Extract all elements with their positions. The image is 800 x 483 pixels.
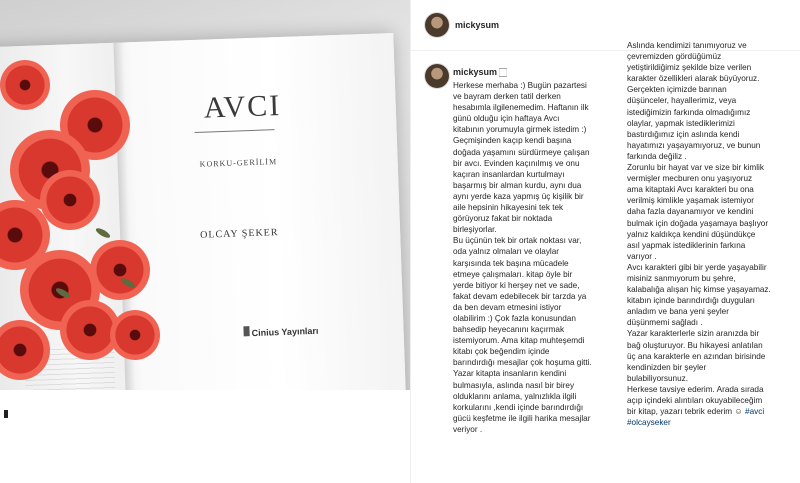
hashtag-olcayseker[interactable]: #olcayseker [627,418,671,428]
emoji-mark: 🏻 [499,68,508,77]
book-title-rule [195,129,275,133]
red-flower [40,170,100,230]
red-flower [110,310,160,360]
caption-text-part2 [627,40,797,428]
post-photo[interactable] [0,0,410,390]
cursor-mark [4,410,8,418]
caption-text-part1: Herkese merhaba :) Bugün pazartesi ve bayram derken tatil derken hesabımla ilgilenemedim. Haftanın ilk günü olduğu için haftaya Avcı kitabının yorumuyla girmek istedim :) Geçmişinden kaçıp kendi başına doğada yaşamını sürdürmeye çalışan bir avcı. Evinden kaçınılmış ve onu kaçıran insanlardan kurtulmayı başarmış bir alman kurdu, aynı dua aynı yerde kaza yapmış üç kişilik bir aile hepsinin hikayesini tek tek görüyoruz fakat bir noktada birleşiyorlar. Bu üçünün tek bir ortak noktası var, oda yalnız olmaları ve olaylar karşısında tek başına mücadele etmeye çalışmaları. kitap öyle bir yerde bitiyor ki herşey net ve sade, fakat devam edebilecek bir tarzda ya da ben devam etmesini istiyor olabilirim :) Çok fazla konusundan bahsedip heyecanını kaçırmak istemiyorum. Ama kitap muhteşemdi kitabı çok beğendim içinde barındırdığı mesajlar çok hoşuma gitti. Yazar kitapta insanların kendini bulmasıyla, aslında nasıl bir birey olduklarını anlama, yalnızlıkla ilgili korkularını ,kendi içinde barındırdığı gücü keşfetme ile ilgili harika mesajlar veriyor . [453,81,592,434]
book-genre: KORKU-GERİLİM [199,157,278,169]
hashtag-avci[interactable]: #avci [745,407,765,417]
publisher-logo-icon [243,326,249,336]
header-avatar[interactable] [425,13,449,37]
caption-username-row [453,67,507,78]
book-title: AVCI [203,88,282,125]
panel-divider [410,0,411,483]
caption-text-part2-body: Aslında kendimizi tanımıyoruz ve çevremizden gördüğümüz yetiştirildiğimiz şekilde bize verilen karakter özellikleri alarak büyüyoruz. Gerçekten içimizde barınan düşünceler, hayallerimiz, veya istediğimizin farkında olmadığımız olaylar, yapmak istediklerimizi bastırdığımız için aslında kendi hayatımızı yaşayamıyoruz, ve bunun farkında değiliz . Zorunlu bir hayat var ve size bir kimlik vermişler mecburen onu yaşıyoruz ama kitaptaki Avcı karakteri bu ona verilmiş kimlikle yaşamak istemiyor daha fazla dayanamıyor ve kendini bulmak için doğada yaşamaya başlıyor yalnız kaldıkça kendini düşündükçe asıl yapmak istediklerinin farkına varıyor . Avcı karakteri gibi bir yerde yaşayabilir misiniz sanmıyorum bu şehre, kalabalığa alışan hiç kimse yaşayamaz. kitabın içinde barındırdığı duyguları anladım ve bana yeni şeyler düşünmemi sağladı . Yazar karakterlerle sizin aranızda bir bağ oluşturuyor. Bu hikayesi anlatılan üç ana karakterle en azından birisinde kendinizden bir şeyler bulabiliyorsunuz. Herkese tavsiye ederim. Arada sırada açıp içindeki alıntıları okuyabileceğim bir kitap, yazarı tebrik ederim ☺ [627,41,771,417]
red-flower [0,60,50,110]
header-username[interactable]: mickysum [455,20,500,30]
caption-username[interactable]: mickysum [453,67,498,77]
book-author: OLCAY ŞEKER [199,227,279,241]
caption-avatar[interactable] [425,64,449,88]
book-publisher: Cinius Yayınları [251,325,319,339]
